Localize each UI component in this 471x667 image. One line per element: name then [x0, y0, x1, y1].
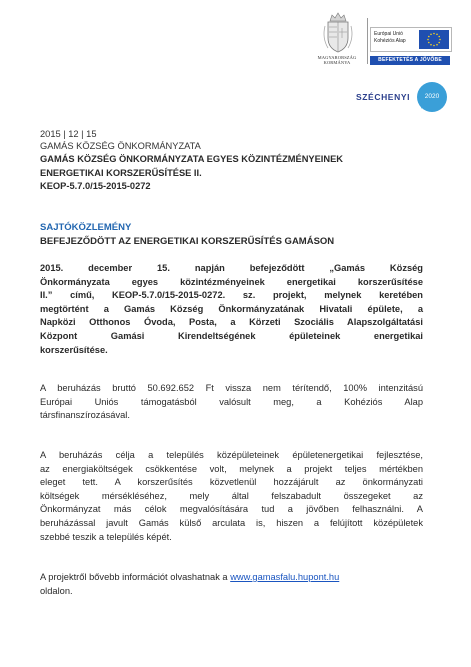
paragraph-line: megtörtént a Gamás Község Önkormányzatának Hivatali épülete, a	[40, 303, 423, 314]
szechenyi-2020-badge: 2020	[417, 82, 447, 112]
website-link[interactable]: www.gamasfalu.hupont.hu	[230, 572, 340, 582]
paragraph-line: oldalon.	[40, 585, 73, 596]
paragraph-goal	[40, 449, 423, 544]
paragraph-line: az energiaköltségek csökkentése volt, melynek a projekt teljes mértékben	[40, 463, 423, 474]
organization-name: GAMÁS KÖZSÉG ÖNKORMÁNYZATA	[40, 141, 201, 151]
paragraph-line: társfinanszírozásával.	[40, 410, 130, 421]
press-release-label: SAJTÓKÖZLEMÉNY	[40, 222, 132, 233]
project-title-line: GAMÁS KÖZSÉG ÖNKORMÁNYZATA EGYES KÖZINTÉZMÉNYEINEK	[40, 154, 344, 164]
szechenyi-logo-text: SZÉCHENYI	[356, 92, 411, 102]
gov-line1: MAGYARORSZÁG	[317, 55, 357, 60]
eu-flag-icon	[419, 30, 449, 49]
eu-line2: Kohéziós Alap	[374, 38, 406, 44]
paragraph-line: 2015. december 15. napján befejeződött „Gamás Község	[40, 263, 423, 273]
paragraph-line: Napközi Otthonos Óvoda, Posta, a Körzeti Szociális Alapszolgáltatási	[40, 317, 423, 328]
eu-slogan-bar: BEFEKTETÉS A JÖVŐBE	[370, 56, 450, 65]
press-release-subtitle: BEFEJEZŐDÖTT AZ ENERGETIKAI KORSZERŰSÍTÉS GAMÁSON	[40, 236, 335, 247]
project-title	[40, 153, 343, 194]
paragraph-line	[40, 571, 423, 585]
project-title-line: ENERGETIKAI KORSZERŰSÍTÉSE II.	[40, 167, 202, 178]
paragraph-line: szebbé teszik a település képét.	[40, 531, 172, 542]
paragraph-line: II.” című, KEOP-5.7.0/15-2015-0272. sz. projekt, melynek keretében	[40, 290, 423, 301]
logo-divider	[367, 18, 368, 64]
paragraph-line: Központ Gamási Kirendeltségének épületeinek energetikai	[40, 330, 423, 341]
paragraph-line: Önkormányzat más célok megvalósítására tud a jövőben felhasználni. A	[40, 504, 423, 515]
paragraph-line: eleget tett. A korszerűsítés közvetlenül hozzájárult az önkormányzati	[40, 477, 423, 488]
eu-line1: Európai Unió	[374, 31, 403, 37]
eu-text	[374, 31, 406, 45]
paragraph-line: költségek mérsékléséhez, mely által felszabadult összegeket az	[40, 490, 423, 501]
paragraph-line: beruházással javult Gamás külső arculata is, hiszen a felújított középületek	[40, 517, 423, 528]
more-info-text: A projektről bővebb információt olvashatnak a	[40, 572, 228, 582]
paragraph-line: A beruházás bruttó 50.692.652 Ft vissza nem térítendő, 100% intenzitású	[40, 383, 423, 393]
paragraph-line: Európai Uniós támogatásból valósult meg, a Kohéziós Alap	[40, 396, 423, 407]
hungarian-government-logo-text	[305, 55, 369, 65]
paragraph-line: korszerűsítése.	[40, 344, 108, 355]
gov-line2: KORMÁNYA	[323, 60, 351, 65]
hungarian-coat-of-arms-icon	[320, 12, 356, 54]
paragraph-funding	[40, 382, 423, 423]
paragraph-more-info	[40, 571, 423, 598]
eu-logo	[370, 27, 452, 52]
paragraph-line: Önkormányzata egyes közintézményeinek energetikai korszerűsítése	[40, 276, 423, 287]
project-code: KEOP-5.7.0/15-2015-0272	[40, 181, 151, 191]
paragraph-intro	[40, 262, 423, 357]
document-date: 2015 | 12 | 15	[40, 129, 97, 139]
paragraph-line: A beruházás célja a település középületeinek épületenergetikai fejlesztése,	[40, 450, 423, 460]
